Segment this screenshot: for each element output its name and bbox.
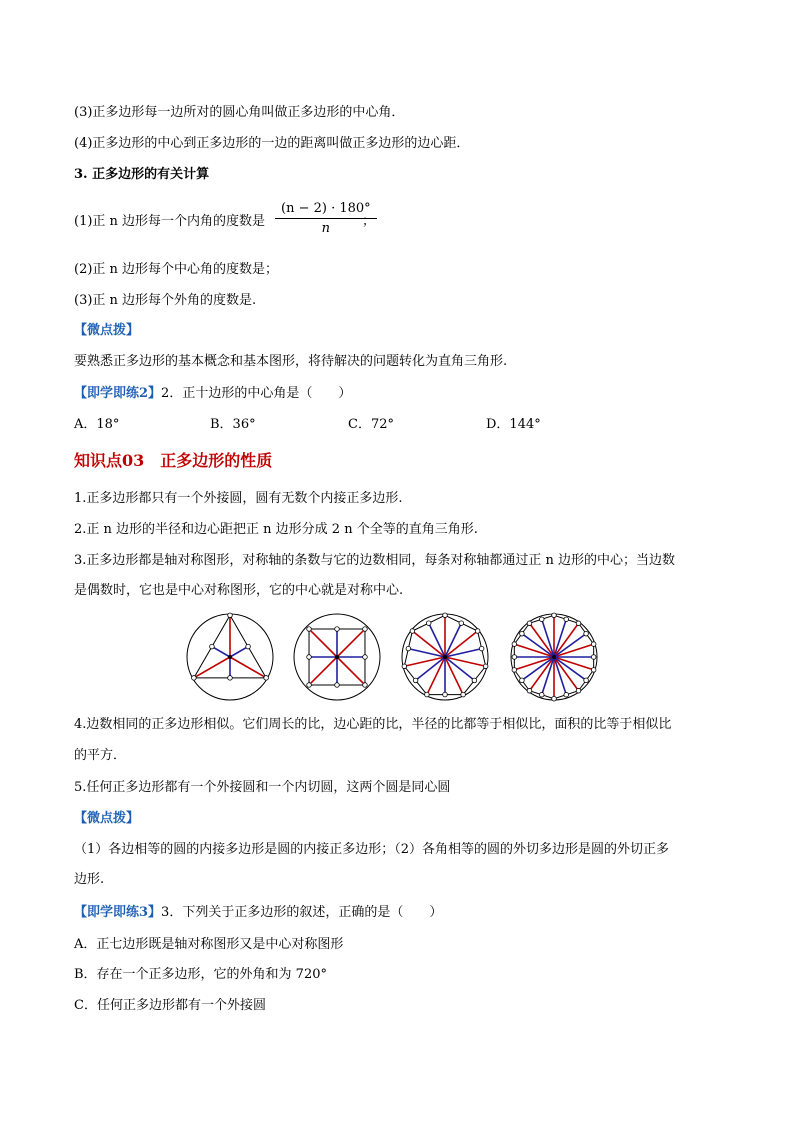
triangle-midpoint [228, 676, 233, 681]
square-radius [337, 629, 365, 657]
triangle-apothem [230, 647, 248, 657]
decagon-vertex [591, 642, 596, 647]
exercise-3 [74, 904, 442, 922]
heptagon-radius [445, 657, 463, 695]
text-line: 5.任何正多边形都有一个外接圆和一个内切圆，这两个圆是同心圆 [74, 780, 451, 795]
heptagon-vertex [443, 613, 448, 618]
text-line: 是偶数时，它也是中心对称图形，它的中心就是对称中心. [74, 583, 404, 598]
decagon-radius [529, 623, 554, 657]
square-radius [337, 657, 365, 685]
square-midpoint [335, 627, 340, 632]
decagon-radius [554, 657, 579, 691]
decagon-radius [554, 657, 594, 670]
option-c: C．72° [348, 417, 394, 432]
decagon-vertex [552, 696, 557, 701]
tip-text: 边形. [74, 872, 105, 887]
heptagon-midpoint [479, 646, 484, 651]
decagon-apothem [522, 657, 554, 680]
square-radius [309, 657, 337, 685]
subheading: 3. 正多边形的有关计算 [74, 167, 210, 182]
decagon-radius [529, 657, 554, 691]
decagon-midpoint [591, 655, 596, 660]
square-midpoint [363, 655, 368, 660]
decagon-midpoint [584, 678, 589, 683]
heptagon-vertex [425, 692, 430, 697]
heptagon-midpoint [426, 621, 431, 626]
square-midpoint [307, 655, 312, 660]
text-line: 3.正多边形都是轴对称图形，对称轴的条数与它的边数相同，每条对称轴都通过正 n 边形的中心；当边数 [74, 553, 676, 568]
text-line: 4.边数相同的正多边形相似。它们周长的比，边心距的比，半径的比都等于相似比，面积的比等于相似比 [74, 717, 672, 732]
triangle-center [228, 655, 232, 659]
decagon-radius [514, 657, 554, 670]
heptagon-radius [427, 657, 445, 695]
option-d: D．144° [486, 417, 541, 432]
text-line: (3)正多边形每一边所对的圆心角叫做正多边形的中心角． [74, 105, 405, 120]
heptagon-midpoint [443, 692, 448, 697]
decagon-apothem [522, 634, 554, 657]
decagon-vertex [591, 668, 596, 673]
triangle-midpoint [210, 644, 215, 649]
decagon-apothem [542, 619, 554, 657]
triangle-apothem [212, 647, 230, 657]
triangle-vertex [192, 676, 197, 681]
tip-label: 【微点拨】 [74, 323, 140, 338]
formula-suffix: ； [362, 214, 376, 229]
decagon-apothem [554, 619, 566, 657]
decagon-vertex [576, 621, 581, 626]
formula-numerator: (n − 2) · 180° [275, 201, 377, 219]
text-line: 1.正多边形都只有一个外接圆，圆有无数个内接正多边形. [74, 491, 403, 506]
option-a: A．18° [74, 417, 120, 432]
decagon-radius [554, 623, 579, 657]
exercise-label: 【即学即练2】 [74, 386, 162, 401]
heptagon-center [443, 655, 447, 659]
heptagon-midpoint [413, 678, 418, 683]
option-b: B．36° [210, 417, 256, 432]
decagon-midpoint [584, 631, 589, 636]
triangle-radius [230, 657, 266, 678]
decagon-vertex [512, 642, 517, 647]
heptagon-vertex [475, 629, 480, 634]
text-line: 2.正 n 边形的半径和边心距把正 n 边形分成 2 n 个全等的直角三角形. [74, 522, 478, 537]
exercise-label: 【即学即练3】 [74, 905, 162, 920]
decagon-radius [514, 644, 554, 657]
tip-text: （1）各边相等的圆的内接多边形是圆的内接正多边形；（2）各角相等的圆的外切多边形是圆的外切正多 [74, 842, 670, 857]
option-a: A．正七边形既是轴对称图形又是中心对称图形 [74, 937, 344, 952]
heptagon-vertex [402, 664, 407, 669]
exercise-question: 2．正十边形的中心角是（ ） [161, 386, 352, 401]
formula-prefix: (1)正 n 边形每一个内角的度数是 [74, 214, 266, 229]
square-vertex [363, 683, 368, 688]
square-vertex [363, 627, 368, 632]
heptagon-vertex [410, 629, 415, 634]
decagon-vertex [527, 688, 532, 693]
triangle-vertex [228, 613, 233, 618]
tip-label: 【微点拨】 [74, 811, 140, 826]
square-midpoint [335, 683, 340, 688]
decagon-radius [554, 644, 594, 657]
decagon-apothem [554, 634, 586, 657]
decagon-midpoint [564, 617, 569, 622]
text-line: (4)正多边形的中心到正多边形的一边的距离叫做正多边形的边心距． [74, 136, 470, 151]
triangle-midpoint [246, 644, 251, 649]
decagon-midpoint [520, 678, 525, 683]
text-line: (2)正 n 边形每个中心角的度数是； [74, 262, 279, 277]
decagon-vertex [512, 668, 517, 673]
option-c: C．任何正多边形都有一个外接圆 [74, 998, 266, 1013]
decagon-apothem [554, 657, 586, 680]
heptagon-apothem [445, 623, 461, 657]
square-vertex [307, 683, 312, 688]
text-line: (3)正 n 边形每个外角的度数是. [74, 293, 257, 308]
tip-text: 要熟悉正多边形的基本概念和基本图形，将待解决的问题转化为直角三角形. [74, 354, 508, 369]
square-vertex [307, 627, 312, 632]
square-center [335, 655, 339, 659]
formula-denominator: n [321, 221, 331, 236]
decagon-vertex [527, 621, 532, 626]
decagon-center [552, 655, 556, 659]
heptagon-vertex [461, 692, 466, 697]
section-heading: 知识点03 正多边形的性质 [74, 451, 273, 470]
decagon-vertex [576, 688, 581, 693]
triangle-radius [194, 657, 230, 678]
decagon-midpoint [564, 692, 569, 697]
decagon-midpoint [539, 617, 544, 622]
polygon-figures [180, 612, 610, 702]
triangle-vertex [264, 676, 269, 681]
text-line [74, 213, 265, 231]
heptagon-apothem [429, 623, 445, 657]
decagon-midpoint [539, 692, 544, 697]
decagon-vertex [552, 613, 557, 618]
heptagon-midpoint [472, 678, 477, 683]
decagon-apothem [542, 657, 554, 695]
decagon-midpoint [512, 655, 517, 660]
heptagon-vertex [483, 664, 488, 669]
option-b: B．存在一个正多边形，它的外角和为 720° [74, 967, 327, 982]
exercise-question: 3．下列关于正多边形的叙述，正确的是（ ） [161, 905, 443, 920]
square-radius [309, 629, 337, 657]
text-line: 的平方． [74, 748, 127, 763]
heptagon-midpoint [459, 621, 464, 626]
decagon-apothem [554, 657, 566, 695]
exercise-2 [74, 385, 351, 403]
decagon-midpoint [520, 631, 525, 636]
heptagon-midpoint [406, 646, 411, 651]
